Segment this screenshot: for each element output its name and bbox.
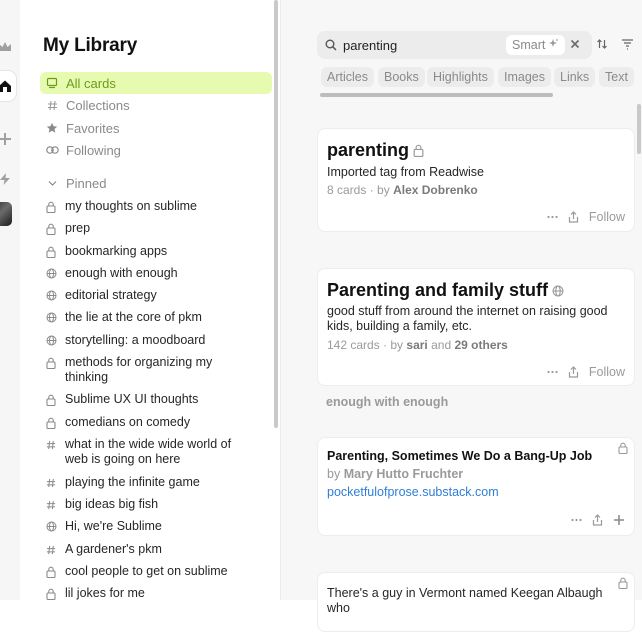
lock-icon [45, 564, 57, 579]
globe-icon [552, 285, 564, 297]
share-icon[interactable] [568, 211, 579, 223]
crown-icon[interactable] [0, 32, 16, 62]
pinned-item-label: A gardener's pkm [65, 542, 162, 556]
lock-icon [45, 221, 57, 236]
more-icon[interactable] [547, 215, 558, 219]
home-icon[interactable] [0, 71, 16, 101]
bolt-icon[interactable] [0, 164, 16, 194]
link-author: by Mary Hutto Fruchter [327, 467, 464, 481]
others-link[interactable]: 29 others [454, 338, 508, 352]
pinned-item[interactable] [45, 437, 235, 467]
collection-card[interactable] [317, 268, 635, 386]
search-input[interactable]: parenting [343, 37, 398, 53]
pinned-item[interactable] [45, 310, 245, 325]
pinned-item[interactable] [45, 586, 245, 601]
lock-icon [45, 392, 57, 407]
pinned-item-label: bookmarking apps [65, 244, 168, 258]
pinned-item-label: playing the infinite game [65, 475, 200, 489]
plus-icon[interactable] [613, 514, 625, 526]
globe-icon [45, 519, 57, 534]
hash-icon [45, 497, 57, 512]
share-icon[interactable] [568, 366, 579, 378]
pinned-item-label: lil jokes for me [65, 586, 145, 600]
filter-chip-books[interactable]: Books [378, 67, 425, 87]
link-url[interactable]: pocketfulofprose.substack.com [327, 485, 499, 499]
lock-icon [45, 586, 57, 601]
pinned-item[interactable] [45, 288, 245, 303]
filters-scrollbar[interactable] [320, 93, 553, 97]
tag-card[interactable] [317, 128, 635, 232]
nav-collections[interactable] [40, 94, 272, 116]
app-rail [0, 0, 20, 600]
more-icon[interactable] [547, 370, 558, 374]
pinned-item-label: big ideas big fish [65, 497, 159, 511]
pinned-item-label: what in the wide wide world of web is going on here [65, 437, 232, 466]
link-card[interactable] [317, 437, 635, 536]
lock-icon [45, 244, 57, 259]
tag-meta: 8 cards · by Alex Dobrenko [327, 183, 478, 197]
library-sidebar [20, 0, 273, 600]
pinned-item-label: my thoughts on sublime [65, 199, 198, 213]
sparkle-icon [548, 38, 559, 52]
text-card-content: There's a guy in Vermont named Keegan Albaugh who [327, 586, 603, 615]
lock-icon [45, 199, 57, 214]
share-icon[interactable] [592, 514, 603, 526]
pinned-item-label: storytelling: a moodboard [65, 333, 206, 347]
search-icon [325, 39, 339, 51]
smart-search-toggle[interactable] [506, 35, 565, 55]
hash-icon [45, 475, 57, 490]
results-scrollbar[interactable] [637, 104, 641, 154]
follow-button[interactable]: Follow [588, 210, 625, 224]
chevron-down-icon [45, 179, 59, 188]
globe-icon [45, 288, 57, 303]
nav-label: Collections [66, 97, 130, 113]
nav-all-cards[interactable] [40, 72, 272, 94]
hash-icon [45, 542, 57, 557]
card-actions [537, 365, 625, 379]
text-card[interactable] [317, 572, 635, 632]
filter-chip-highlights[interactable]: Highlights [427, 67, 494, 87]
link-title: Parenting, Sometimes We Do a Bang-Up Job [327, 449, 593, 463]
tag-description: Imported tag from Readwise [327, 165, 485, 179]
globe-icon [45, 310, 57, 325]
nav-label: Following [66, 142, 121, 158]
library-title: My Library [43, 35, 138, 56]
nav-following[interactable] [40, 139, 272, 161]
pinned-item[interactable] [45, 519, 245, 534]
globe-icon [45, 266, 57, 281]
section-label[interactable]: enough with enough [326, 395, 449, 409]
pinned-item-label: comedians on comedy [65, 415, 191, 429]
pinned-item[interactable] [45, 497, 245, 512]
filter-chip-links[interactable]: Links [554, 67, 595, 87]
collection-title: Parenting and family stuff [327, 280, 564, 301]
pinned-item-label: the lie at the core of pkm [65, 310, 202, 324]
pinned-item[interactable] [45, 415, 245, 430]
lock-icon [618, 442, 628, 454]
lock-icon [413, 144, 424, 157]
library-scrollbar[interactable] [274, 0, 278, 428]
nav-label: Favorites [66, 120, 120, 136]
globe-icon [45, 333, 57, 348]
author-link[interactable]: Alex Dobrenko [393, 183, 478, 197]
pinned-item[interactable] [45, 355, 215, 385]
nav-favorites[interactable] [40, 117, 272, 139]
sort-icon[interactable] [594, 36, 610, 52]
pinned-item-label: Sublime UX UI thoughts [65, 392, 199, 406]
plus-icon[interactable] [0, 124, 16, 154]
pinned-item[interactable] [45, 244, 245, 259]
collection-meta: 142 cards · by sari and 29 others [327, 338, 508, 352]
lock-icon [45, 355, 57, 370]
card-actions [561, 514, 625, 526]
pinned-item-label: enough with enough [65, 266, 178, 280]
more-icon[interactable] [571, 518, 582, 522]
pinned-section-header[interactable] [45, 176, 106, 191]
filter-chip-articles[interactable]: Articles [321, 67, 374, 87]
avatar[interactable] [0, 202, 12, 226]
pinned-item[interactable] [45, 392, 245, 407]
pinned-item-label: Hi, we're Sublime [65, 519, 162, 533]
collection-description: good stuff from around the internet on raising good kids, building a family, etc. [327, 304, 608, 333]
card-icon [45, 76, 59, 90]
filter-chip-text[interactable]: Text [599, 67, 634, 87]
card-actions [537, 210, 625, 224]
filter-icon[interactable] [619, 36, 635, 52]
pinned-item-label: methods for organizing my thinking [65, 355, 213, 384]
lock-icon [45, 415, 57, 430]
pinned-item[interactable] [45, 475, 245, 490]
star-icon [45, 121, 59, 135]
pinned-item-label: editorial strategy [65, 288, 157, 302]
pinned-label: Pinned [66, 176, 107, 191]
pinned-item[interactable] [45, 199, 245, 214]
pinned-item-label: cool people to get on sublime [65, 564, 228, 578]
pinned-item[interactable] [45, 542, 245, 557]
nav-label: All cards [66, 75, 116, 91]
pinned-item[interactable] [45, 266, 245, 281]
tag-title: parenting [327, 140, 424, 161]
hash-icon [45, 437, 57, 452]
pinned-item[interactable] [45, 333, 245, 348]
pinned-item[interactable] [45, 221, 245, 236]
hash-icon [45, 98, 59, 112]
following-icon [45, 143, 59, 157]
pinned-item-label: prep [65, 221, 91, 235]
follow-button[interactable]: Follow [588, 365, 625, 379]
pinned-item[interactable] [45, 564, 245, 579]
author-link[interactable]: sari [406, 338, 428, 352]
main-panel [281, 0, 642, 615]
filter-chip-images[interactable]: Images [498, 67, 551, 87]
close-icon[interactable] [568, 36, 582, 52]
smart-label: Smart [512, 38, 546, 52]
